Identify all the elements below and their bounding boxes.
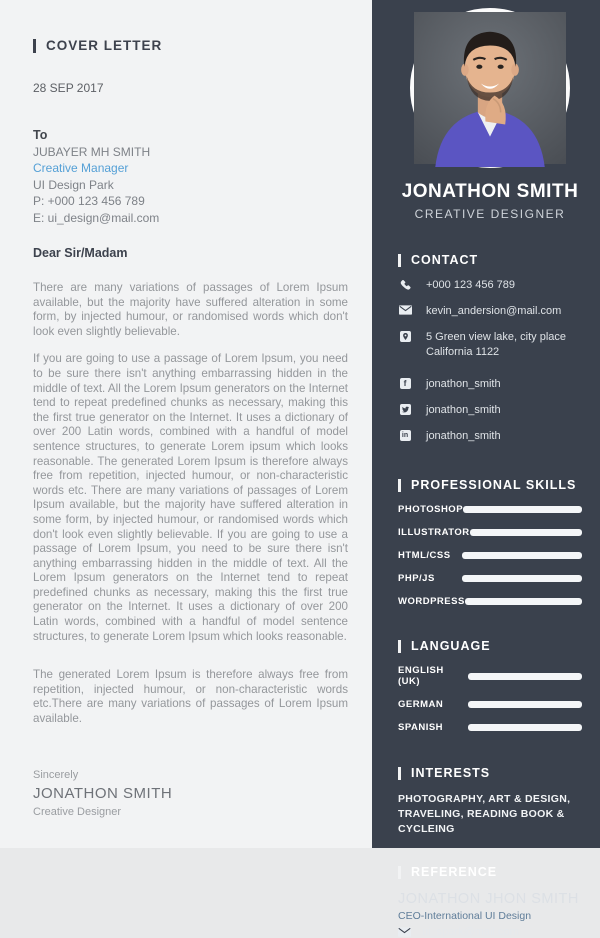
skill-label: PHOTOSHOP [398, 504, 464, 515]
skill-label: WORDPRESS [398, 596, 465, 607]
language-meter [468, 673, 582, 680]
recipient-block [33, 127, 348, 226]
recipient-role-link[interactable]: Creative Manager [33, 161, 129, 175]
contact-email[interactable]: kevin_andersion@mail.com [426, 305, 562, 317]
phone-icon [398, 279, 412, 291]
interests-line-2: TRAVELING, READING BOOK & CYCLEING [398, 808, 565, 835]
contact-section [398, 253, 582, 444]
reference-header [398, 865, 582, 879]
contact-heading: CONTACT [411, 253, 479, 267]
reference-role[interactable]: CEO-International UI Design [398, 910, 532, 922]
salutation: Dear Sir/Madam [33, 246, 128, 260]
signature-name: JONATHON SMITH [33, 784, 173, 802]
reference-email[interactable]: ui_spark@mail.com [422, 926, 519, 938]
skill-meter [470, 529, 582, 536]
header-accent-bar [398, 767, 401, 780]
signature-title: Creative Designer [33, 805, 122, 818]
skills-section [398, 478, 582, 607]
reference-heading: REFERENCE [411, 865, 498, 879]
profile-sidebar [372, 0, 600, 938]
skill-row-photoshop [398, 504, 582, 515]
reference-name: JONATHON JHON SMITH [398, 891, 579, 907]
portrait-illustration [414, 12, 566, 164]
reference-section [398, 865, 582, 938]
skill-meter [463, 506, 582, 513]
interests-list [398, 792, 582, 837]
letter-paragraph: If you are going to use a passage of Lorem Ipsum, you need to be sure there isn't anything embarrassing hidden in the middle of text. All the Lorem Ipsum generators on the Internet tend to repeat predefined chunks as necessary, making this the first true generator on the Internet. It uses a dictionary of over 200 Latin words, combined with a handful of model sentence structures, to generate Lorem ipsum which looks reasonable. The generated Lorem Ipsum is therefore always free from repetition, injected humour, or non-characteristic words etc. There are many variations of passages of Lorem Ipsum available, but the majority have suffered alteration in some form, by injected humour, or randomised words which don't look even slightly believable. If you are going to use a passage of Lorem Ipsum, you need to be sure there isn't anything embarrassing hidden in the middle of text. All the Lorem Ipsum generators on the Internet tend to repeat predefined chunks as necessary, making this the first true generator on the Internet. It uses a dictionary of over 200 Latin words, combined with a handful of model sentence structures, to generate Lorem Ipsum which looks reasonable. [33, 352, 348, 643]
language-label: ENGLISH (UK) [398, 665, 444, 687]
recipient-label: To [33, 128, 48, 142]
skill-meter [465, 598, 582, 605]
recipient-name: JUBAYER MH SMITH [33, 144, 151, 159]
language-row-german [398, 699, 582, 710]
interests-section [398, 766, 582, 837]
address-line-2: California 1122 [426, 346, 500, 358]
language-meter [468, 701, 582, 708]
interests-heading: INTERESTS [411, 766, 491, 780]
reference-email-row [398, 926, 582, 938]
profile-photo [410, 8, 570, 168]
letter-body [33, 281, 348, 727]
language-label: GERMAN [398, 699, 444, 710]
language-row-english [398, 665, 582, 687]
language-label: SPANISH [398, 722, 444, 733]
language-meter [468, 724, 582, 731]
social-twitter-row [398, 403, 582, 418]
skill-label: HTML/CSS [398, 550, 451, 561]
language-row-spanish [398, 722, 582, 733]
skills-heading: PROFESSIONAL SKILLS [411, 478, 577, 492]
recipient-email: E: ui_design@mail.com [33, 210, 160, 225]
header-accent-bar [398, 254, 401, 267]
skill-meter [462, 552, 582, 559]
interests-header [398, 766, 582, 780]
header-accent-bar [33, 39, 36, 53]
facebook-icon: f [398, 378, 412, 389]
twitter-icon [398, 404, 412, 415]
header-accent-bar [398, 479, 401, 492]
letter-paragraph: The generated Lorem Ipsum is therefore always free from repetition, injected humour, or non-characteristic words etc.There are many variations of passages of Lorem Ipsum available. [33, 668, 348, 726]
linkedin-icon: in [398, 430, 412, 441]
address-line-1: 5 Green view lake, city place [426, 331, 567, 343]
contact-email-row [398, 304, 582, 319]
facebook-handle[interactable]: jonathon_smith [426, 378, 501, 390]
profile-job-title: CREATIVE DESIGNER [414, 207, 566, 221]
contact-header [398, 253, 582, 267]
contact-address [426, 330, 566, 360]
envelope-icon [398, 305, 412, 315]
recipient-phone: P: +000 123 456 789 [33, 194, 145, 208]
social-facebook-row [398, 377, 582, 392]
signature-block [33, 769, 348, 818]
header-accent-bar [398, 866, 401, 879]
contact-phone: +000 123 456 789 [426, 279, 516, 291]
recipient-company: UI Design Park [33, 177, 114, 192]
skill-meter [462, 575, 582, 582]
profile-name: JONATHON SMITH [401, 181, 579, 202]
skill-row-illustrator [398, 527, 582, 538]
language-section [398, 639, 582, 733]
cover-letter-header [33, 38, 348, 53]
letter-date: 28 SEP 2017 [33, 81, 104, 95]
contact-address-row [398, 330, 582, 360]
interests-line-1: PHOTOGRAPHY, ART & DESIGN, [398, 793, 571, 805]
skill-row-wordpress [398, 596, 582, 607]
envelope-icon [398, 927, 412, 937]
header-accent-bar [398, 640, 401, 653]
skill-row-phpjs [398, 573, 582, 584]
signature-closing: Sincerely [33, 768, 79, 781]
linkedin-handle[interactable]: jonathon_smith [426, 430, 501, 442]
language-header [398, 639, 582, 653]
language-heading: LANGUAGE [411, 639, 491, 653]
skill-label: ILLUSTRATOR [398, 527, 470, 538]
social-linkedin-row [398, 429, 582, 444]
twitter-handle[interactable]: jonathon_smith [426, 404, 501, 416]
letter-paragraph: There are many variations of passages of Lorem Ipsum available, but the majority have suffered alteration in some form, by injected humour, or randomised words which don't look even slightly believable. [33, 281, 348, 338]
skills-header [398, 478, 582, 492]
skill-label: PHP/JS [398, 573, 435, 584]
map-pin-icon [398, 331, 412, 342]
skill-row-htmlcss [398, 550, 582, 561]
page-title: COVER LETTER [46, 38, 163, 53]
contact-phone-row [398, 278, 582, 293]
